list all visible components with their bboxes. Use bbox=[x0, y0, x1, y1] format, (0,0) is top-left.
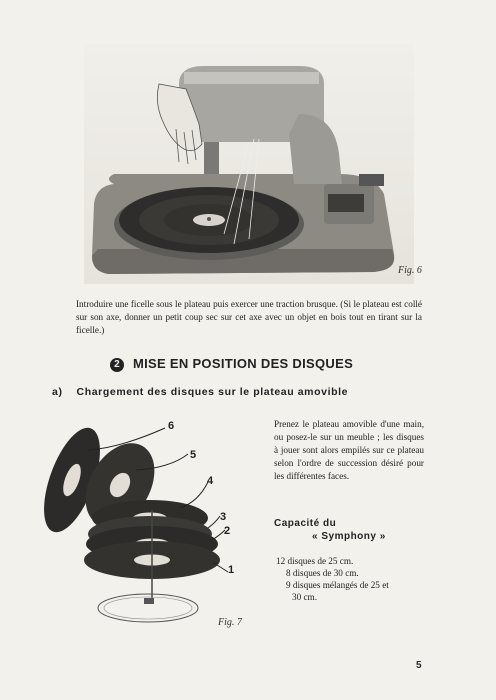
disc-label-4: 4 bbox=[207, 475, 214, 487]
page-number: 5 bbox=[416, 660, 422, 671]
subsection-title: Chargement des disques sur le plateau amovible bbox=[76, 386, 349, 398]
capacity-list bbox=[276, 555, 426, 603]
capacity-item: 30 cm. bbox=[292, 592, 318, 602]
section-number-badge: 2 bbox=[110, 358, 124, 372]
section-heading bbox=[110, 356, 410, 372]
capacity-title-line1: Capacité du bbox=[274, 518, 337, 529]
disc-label-1: 1 bbox=[228, 564, 235, 576]
section-title: MISE EN POSITION DES DISQUES bbox=[133, 356, 354, 371]
disc-label-2: 2 bbox=[224, 525, 231, 537]
capacity-item: 9 disques mélangés de 25 et bbox=[286, 580, 389, 590]
subsection-letter: a) bbox=[52, 386, 63, 398]
removable-platter bbox=[98, 594, 198, 622]
record-player-photo bbox=[84, 44, 414, 284]
fig7-caption: Fig. 7 bbox=[218, 617, 242, 628]
disc-label-6: 6 bbox=[168, 420, 175, 432]
capacity-heading bbox=[274, 518, 434, 542]
fig6-caption: Fig. 6 bbox=[398, 265, 422, 276]
capacity-title-line2: « Symphony » bbox=[312, 531, 386, 542]
capacity-item: 8 disques de 30 cm. bbox=[286, 568, 359, 578]
disc-label-5: 5 bbox=[190, 449, 197, 461]
intro-paragraph: Introduire une ficelle sous le plateau puis exercer une traction brusque. (Si le plateau est collé sur son axe, donner un petit coup sec sur cet axe avec un objet en bois tout en tirant sur la ficelle.) bbox=[76, 299, 422, 335]
discs-diagram bbox=[40, 410, 260, 632]
disc-label-3: 3 bbox=[220, 511, 227, 523]
capacity-item: 12 disques de 25 cm. bbox=[276, 556, 354, 566]
loading-instructions: Prenez le plateau amovible d'une main, ou posez-le sur un meuble ; les disques à jouer sont alors empilés sur ce plateau selon l'ordre de succession désiré pour les différentes faces. bbox=[274, 419, 424, 481]
subsection-heading bbox=[52, 386, 422, 398]
